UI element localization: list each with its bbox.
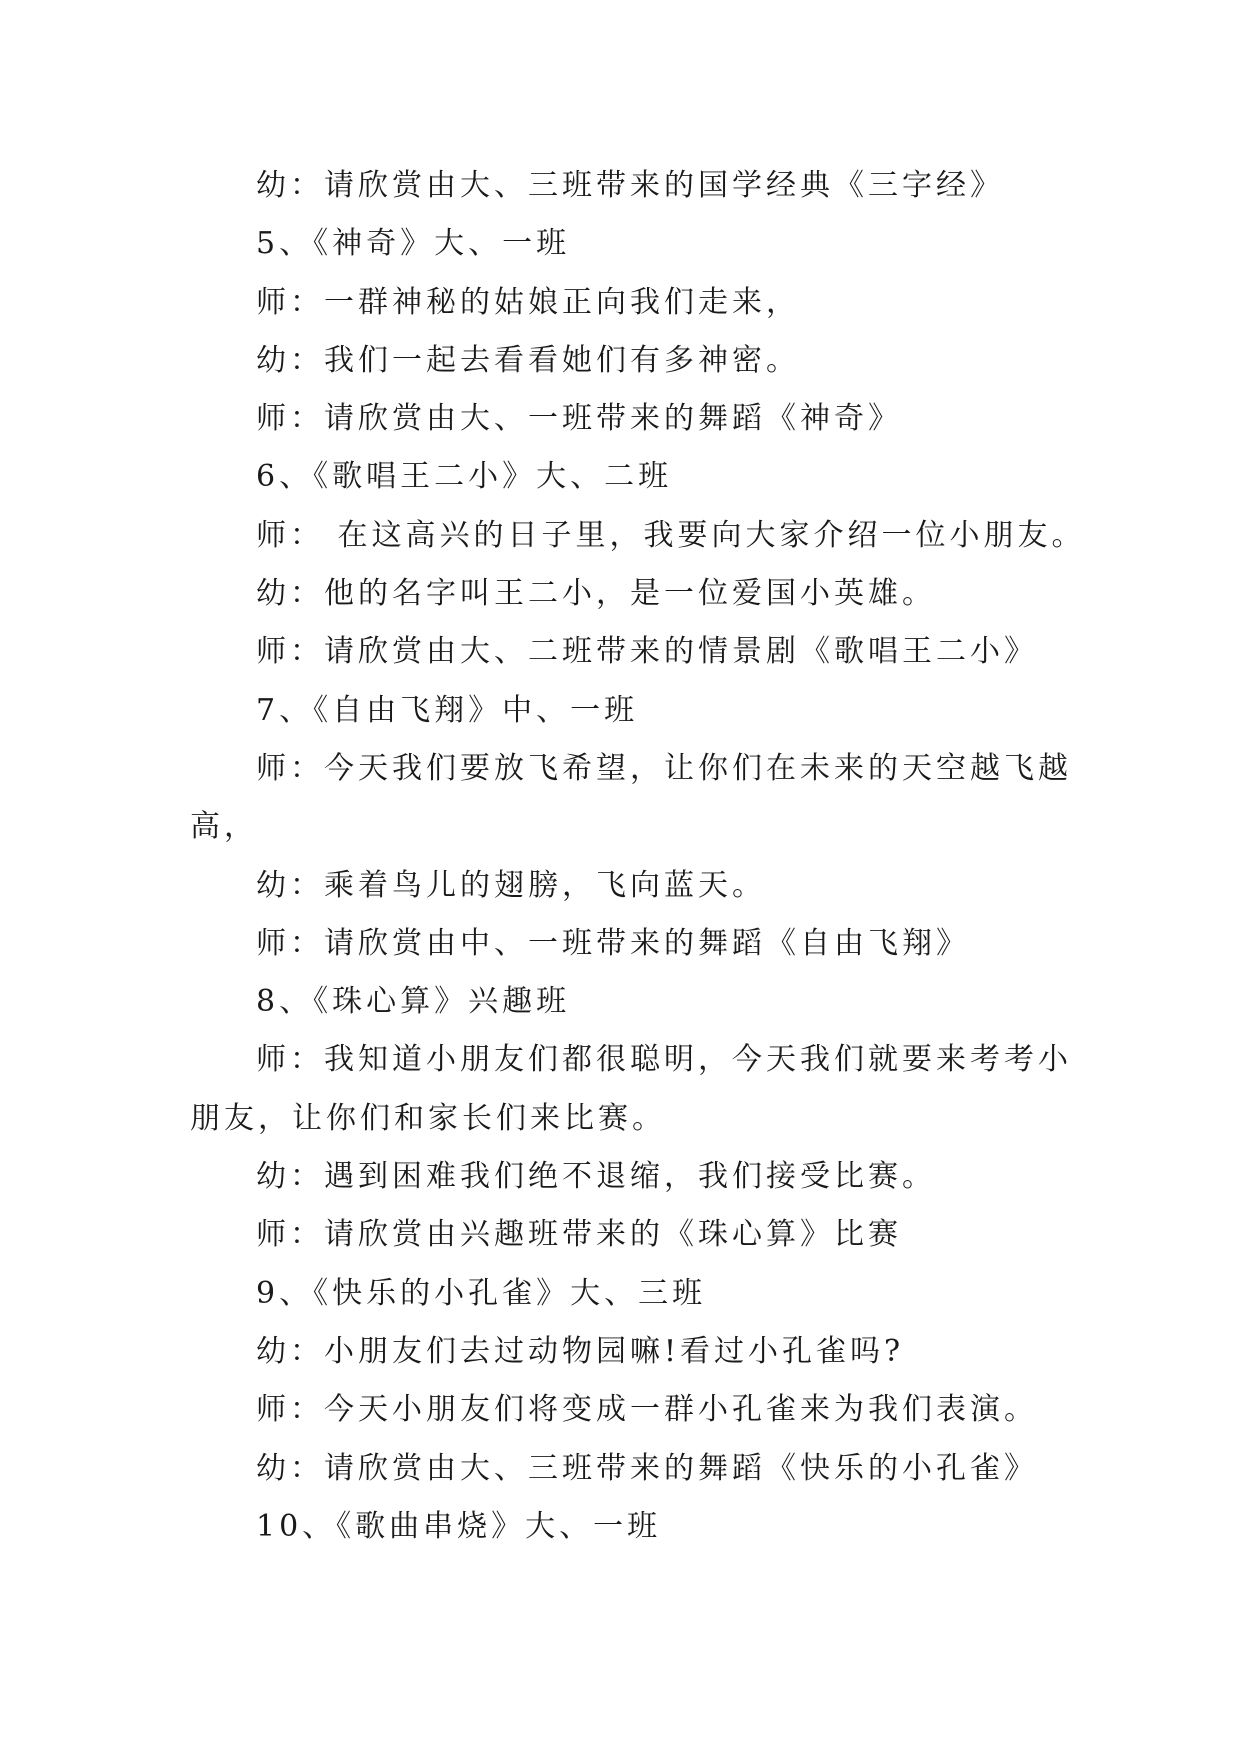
document-body xyxy=(190,157,1086,1556)
text-line: 师：请欣赏由大、一班带来的舞蹈《神奇》 xyxy=(256,401,902,437)
text-line: 幼：遇到困难我们绝不退缩，我们接受比赛。 xyxy=(256,1159,936,1195)
text-line: 师：我知道小朋友们都很聪明，今天我们就要来考考小 xyxy=(256,1042,1072,1078)
text-line: 师：请欣赏由大、二班带来的情景剧《歌唱王二小》 xyxy=(256,634,1038,670)
text-line: 师：请欣赏由兴趣班带来的《珠心算》比赛 xyxy=(256,1217,902,1253)
program-heading: 6、《歌唱王二小》大、二班 xyxy=(256,459,673,495)
text-line: 幼：小朋友们去过动物园嘛!看过小孔雀吗? xyxy=(256,1333,905,1369)
program-heading: 7、《自由飞翔》中、一班 xyxy=(256,692,639,728)
text-line: 师：一群神秘的姑娘正向我们走来， xyxy=(256,284,800,320)
text-line-continuation: 高， xyxy=(190,809,258,845)
text-line: 幼：请欣赏由大、三班带来的国学经典《三字经》 xyxy=(256,168,1004,203)
text-line: 师：今天我们要放飞希望，让你们在未来的天空越飞越 xyxy=(256,750,1072,786)
program-heading: 8、《珠心算》兴趣班 xyxy=(256,984,571,1020)
text-line: 师： 在这高兴的日子里，我要向大家介绍一位小朋友。 xyxy=(256,517,1086,553)
program-heading: 5、《神奇》大、一班 xyxy=(256,226,571,262)
text-line: 师：今天小朋友们将变成一群小孔雀来为我们表演。 xyxy=(256,1392,1038,1428)
program-heading: 10、《歌曲串烧》大、一班 xyxy=(256,1508,662,1544)
text-line: 幼：我们一起去看看她们有多神密。 xyxy=(256,342,800,378)
text-line: 幼：请欣赏由大、三班带来的舞蹈《快乐的小孔雀》 xyxy=(256,1450,1038,1486)
text-line-continuation: 朋友，让你们和家长们来比赛。 xyxy=(190,1100,666,1136)
text-line: 师：请欣赏由中、一班带来的舞蹈《自由飞翔》 xyxy=(256,925,970,961)
text-line: 幼：乘着鸟儿的翅膀，飞向蓝天。 xyxy=(256,867,766,903)
text-line: 幼：他的名字叫王二小，是一位爱国小英雄。 xyxy=(256,576,936,612)
program-heading: 9、《快乐的小孔雀》大、三班 xyxy=(256,1275,707,1311)
